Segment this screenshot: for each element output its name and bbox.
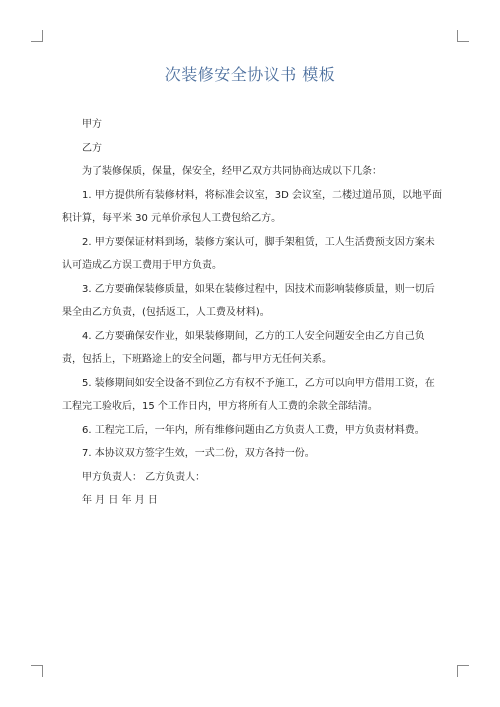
clause-6: 6. 工程完工后，一年内，所有维修问题由乙方负责人工费，甲方负责材料费。 (82, 424, 425, 436)
clause-1: 1. 甲方提供所有装修材料，将标准会议室，3D 会议室，二楼过道吊顶，以地平面积计算，每平米 30 元单价承包人工费包给乙方。 (62, 189, 442, 224)
document-title: 次装修安全协议书 模板 (164, 65, 336, 84)
paragraph-intro: 为了装修保质，保量，保安全，经甲乙双方共同协商达成以下几条： (82, 166, 382, 177)
date-line: 年 月 日 年 月 日 (82, 495, 158, 506)
crop-mark-bottom-right (457, 665, 469, 677)
signature-line: 甲方负责人： 乙方负责人： (82, 471, 206, 483)
crop-mark-top-right (457, 30, 469, 42)
clause-2: 2. 甲方要保证材料到场，装修方案认可，脚手架租赁，工人生活费预支因方案未认可造成乙方误工费用于甲方负责。 (62, 236, 435, 271)
clause-4: 4. 乙方要确保安作业，如果装修期间，乙方的工人安全问题安全由乙方自己负责，包括上，下班路途上的安全问题，都与甲方无任何关系。 (62, 330, 425, 365)
crop-mark-bottom-left (31, 665, 43, 677)
paragraph-party-a: 甲方 (82, 119, 102, 130)
clause-3: 3. 乙方要确保装修质量，如果在装修过程中，因技术而影响装修质量，则一切后果全由乙方负责，(包括返工，人工费及材料)。 (62, 283, 435, 318)
clause-5: 5. 装修期间如安全设备不到位乙方有权不予施工，乙方可以向甲方借用工资，在工程完工验收后，15 个工作日内，甲方将所有人工费的余款全部结清。 (62, 377, 435, 412)
crop-mark-top-left (31, 30, 43, 42)
document-body (62, 113, 442, 513)
paragraph-party-b: 乙方 (82, 142, 102, 154)
clause-7: 7. 本协议双方签字生效，一式二份，双方各持一份。 (82, 448, 315, 459)
